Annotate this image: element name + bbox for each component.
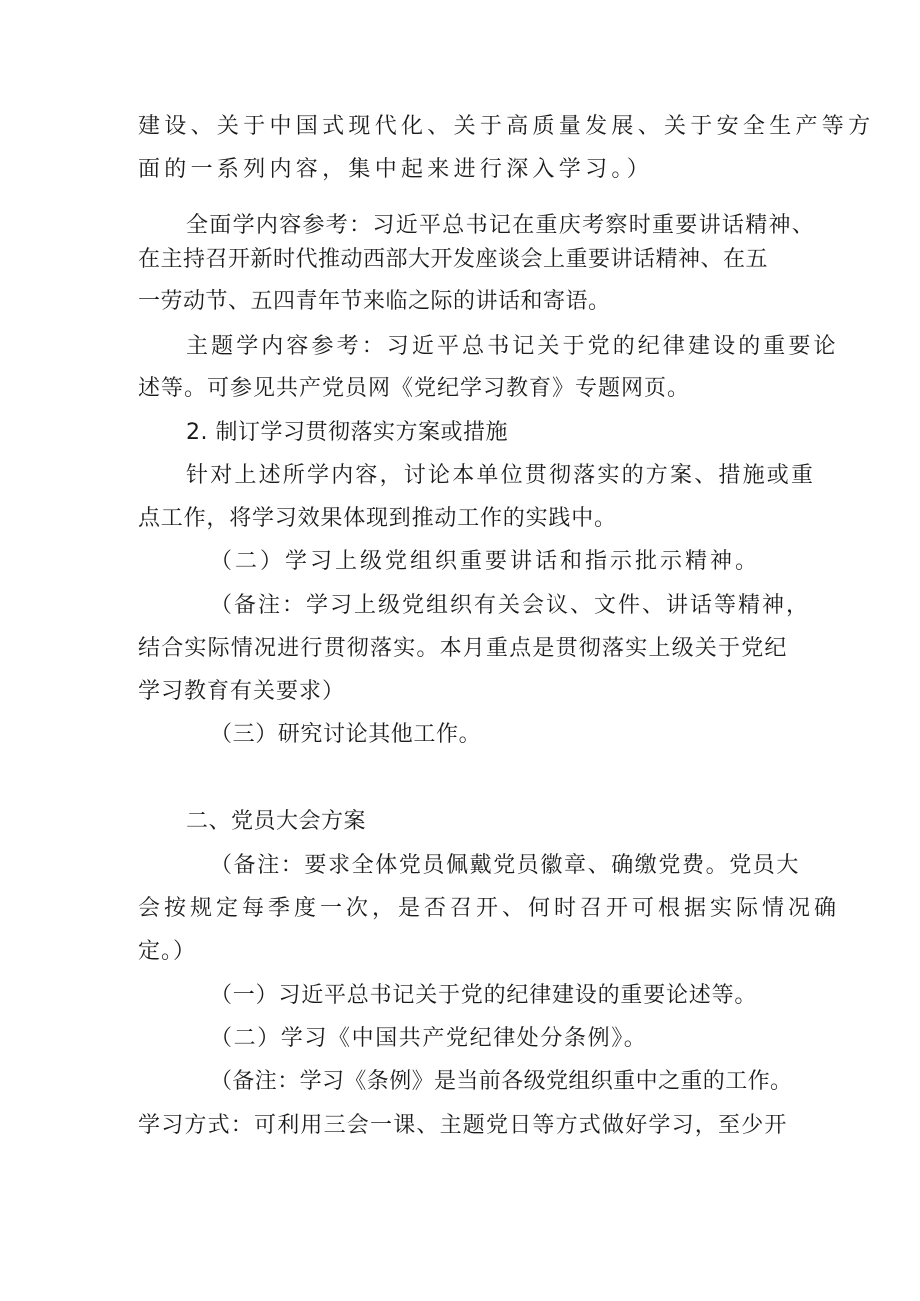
text-line: （备注：学习《条例》是当前各级党组织重中之重的工作。 <box>210 1069 793 1094</box>
text-line: 主题学内容参考：习近平总书记关于党的纪律建设的重要论 <box>186 334 839 359</box>
text-line: 结合实际情况进行贯彻落实。本月重点是贯彻落实上级关于党纪 <box>138 636 788 661</box>
text-line: （二）学习上级党组织重要讲话和指示批示精神。 <box>210 549 761 574</box>
text-line: 学习教育有关要求） <box>138 679 346 704</box>
text-line: （一）习近平总书记关于党的纪律建设的重要论述等。 <box>210 983 758 1008</box>
text-line: 点工作，将学习效果体现到推动工作的实践中。 <box>138 506 617 531</box>
text-line: （备注：要求全体党员佩戴党员徽章、确缴党费。党员大 <box>210 853 801 878</box>
text-line: （备注：学习上级党组织有关会议、文件、讲话等精神， <box>210 593 811 618</box>
text-line: 一劳动节、五四青年节来临之际的讲话和寄语。 <box>138 289 611 314</box>
text-line: （二）学习《中国共产党纪律处分条例》。 <box>210 1026 648 1051</box>
text-line: 在主持召开新时代推动西部大开发座谈会上重要讲话精神、在五 <box>138 247 769 272</box>
section-heading: 二、党员大会方案 <box>186 809 367 834</box>
text-line: 建设、关于中国式现代化、关于高质量发展、关于安全生产等方 <box>138 114 875 139</box>
text-line: 全面学内容参考：习近平总书记在重庆考察时重要讲话精神、 <box>186 213 816 238</box>
text-line: 会按规定每季度一次，是否召开、何时召开可根据实际情况确 <box>138 896 841 921</box>
text-line: 针对上述所学内容，讨论本单位贯彻落实的方案、措施或重 <box>186 463 816 488</box>
section-heading: 2. 制订学习贯彻落实方案或措施 <box>186 420 508 445</box>
text-line: 定。） <box>138 939 197 964</box>
text-line: 面的一系列内容，集中起来进行深入学习。） <box>138 157 654 182</box>
text-line: 述等。可参见共产党员网《党纪学习教育》专题网页。 <box>138 376 691 401</box>
text-line: （三）研究讨论其他工作。 <box>210 722 482 747</box>
text-line: 学习方式：可利用三会一课、主题党日等方式做好学习，至少开 <box>138 1113 788 1138</box>
